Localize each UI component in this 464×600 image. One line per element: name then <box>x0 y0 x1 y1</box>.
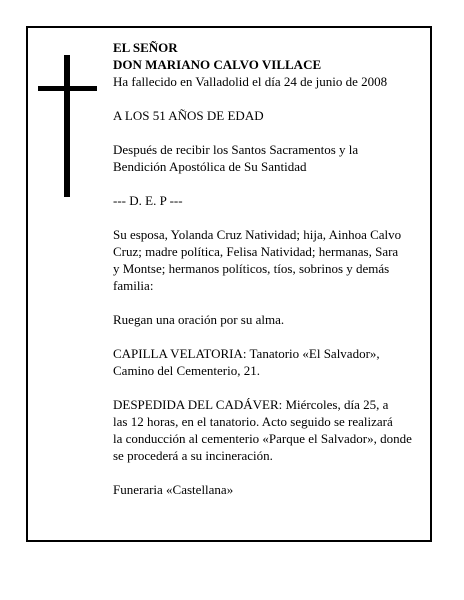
family-line-1: Su esposa, Yolanda Cruz Natividad; hija, Ainhoa Calvo <box>113 227 402 242</box>
obituary-text <box>113 39 433 498</box>
family-line-2: Cruz; madre política, Felisa Natividad; hermanas, Sara <box>113 244 399 259</box>
chapel-line-2: Camino del Cementerio, 21. <box>113 363 260 378</box>
farewell-line-2: las 12 horas, en el tanatorio. Acto seguido se realizará <box>113 414 393 429</box>
cross-icon <box>64 55 70 197</box>
death-notice: Ha fallecido en Valladolid el día 24 de junio de 2008 <box>113 74 388 89</box>
title-line-1: EL SEÑOR <box>113 40 178 55</box>
age-line: A LOS 51 AÑOS DE EDAD <box>113 108 264 123</box>
farewell-line-1: DESPEDIDA DEL CADÁVER: Miércoles, día 25, a <box>113 397 389 412</box>
family-line-4: familia: <box>113 278 154 293</box>
farewell-line-4: se procederá a su incineración. <box>113 448 273 463</box>
funeral-home: Funeraria «Castellana» <box>113 482 234 497</box>
family-line-3: y Montse; hermanos políticos, tíos, sobrinos y demás <box>113 261 390 276</box>
dep-line: --- D. E. P --- <box>113 193 183 208</box>
sacraments-line-1: Después de recibir los Santos Sacramentos y la <box>113 142 359 157</box>
prayer-line: Ruegan una oración por su alma. <box>113 312 285 327</box>
chapel-line-1: CAPILLA VELATORIA: Tanatorio «El Salvador», <box>113 346 380 361</box>
farewell-line-3: la conducción al cementerio «Parque el Salvador», donde <box>113 431 412 446</box>
deceased-name: DON MARIANO CALVO VILLACE <box>113 57 322 72</box>
cross-icon-arm <box>38 86 97 91</box>
sacraments-line-2: Bendición Apostólica de Su Santidad <box>113 159 307 174</box>
